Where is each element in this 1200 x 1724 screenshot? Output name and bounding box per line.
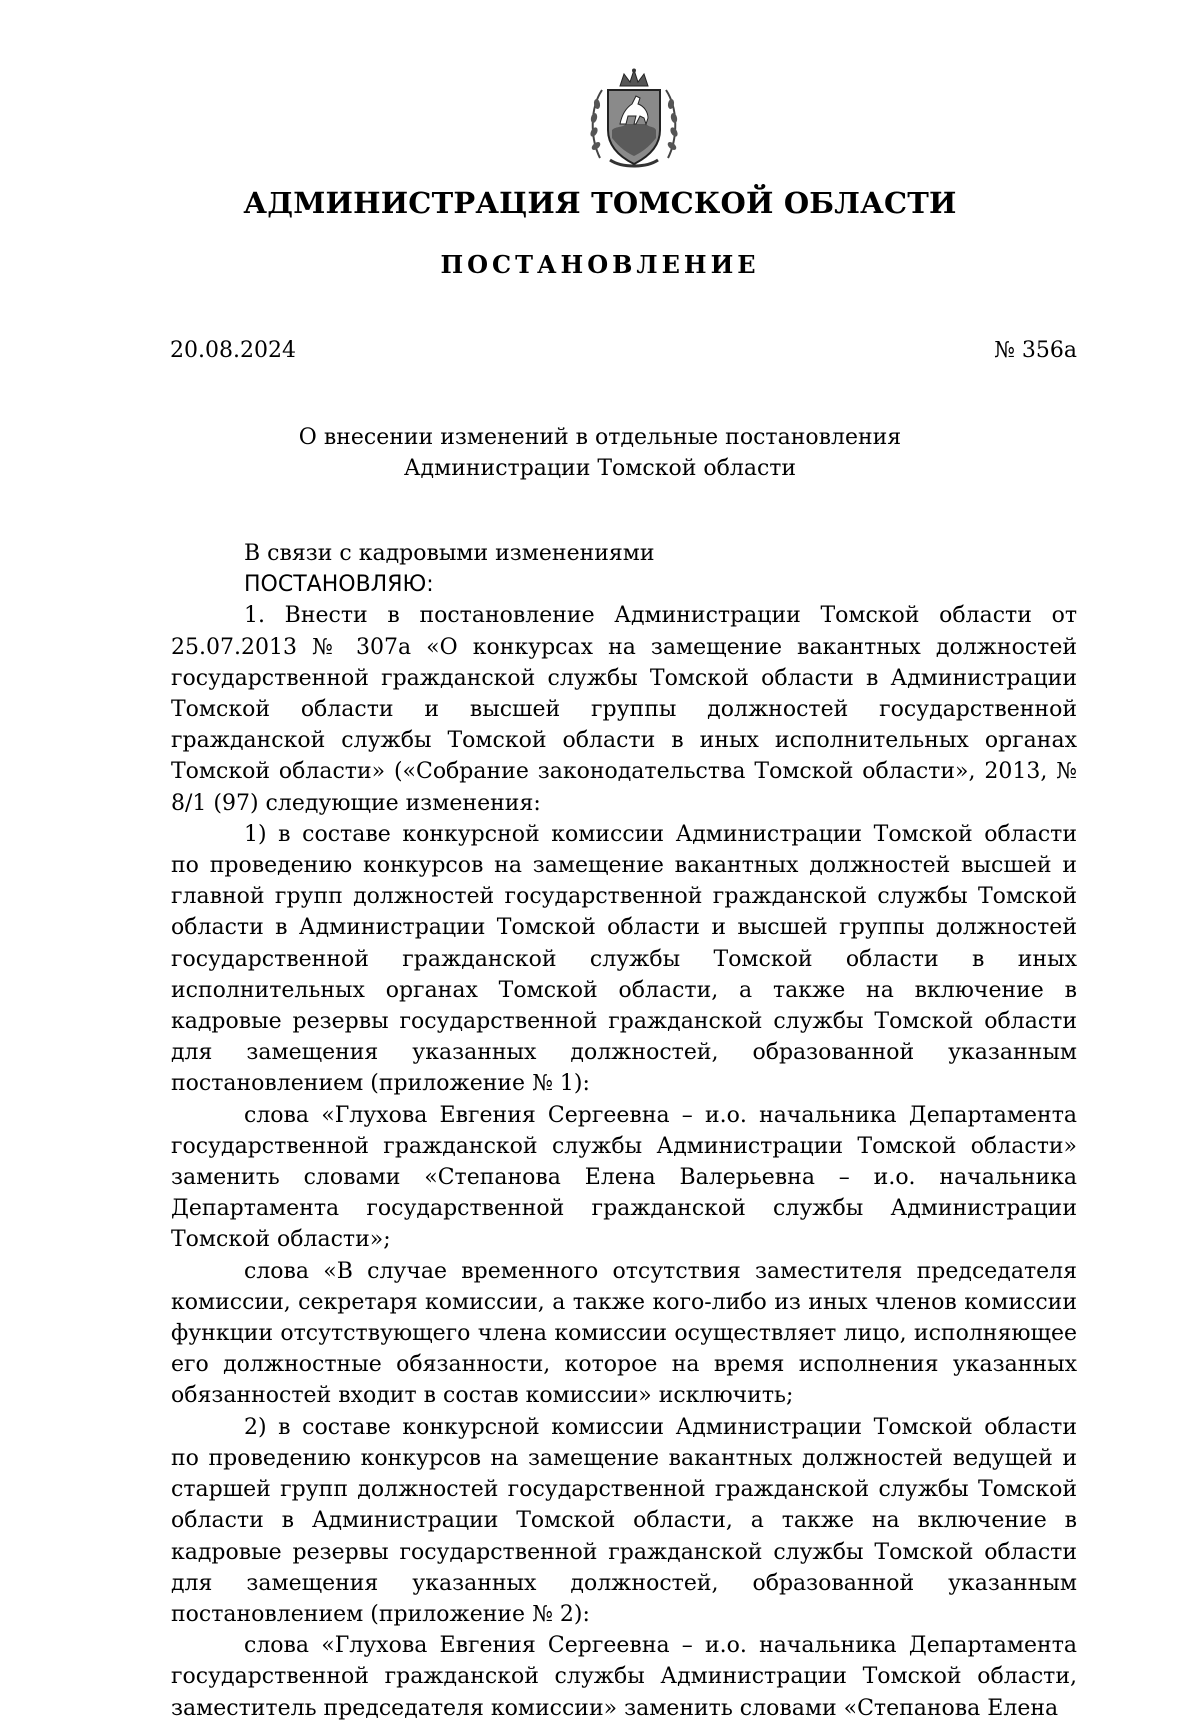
paragraph-subitem-1: 1) в составе конкурсной комиссии Администрации Томской области по проведению конкурсов на замещение вакантных должностей высшей и главной групп должностей государственной гражданской службы Томской области в Администрации Томской области и высшей группы должностей государственной гражданской службы Томской области в иных исполнительных органах Томской области, а также на включение в кадровые резервы государственной гражданской службы Томской области для замещения указанных должностей, образованной указанным постановлением (приложение № 1): bbox=[171, 821, 1077, 1097]
document-body bbox=[171, 538, 1077, 1724]
paragraph-replace-1: слова «Глухова Евгения Сергеевна – и.о. начальника Департамента государственной гражданской службы Администрации Томской области» заменить словами «Степанова Елена Валерьевна – и.о. начальника Департамента государственной гражданской службы Администрации Томской области»; bbox=[171, 1102, 1077, 1253]
document-number: № 356а bbox=[994, 338, 1077, 363]
paragraph-replace-2: слова «Глухова Евгения Сергеевна – и.о. начальника Департамента государственной гражданской службы Администрации Томской области, заместитель председателя комиссии» заменить словами «Степанова Елена bbox=[171, 1633, 1077, 1721]
document-subject bbox=[0, 422, 1200, 484]
paragraph-item-1: 1. Внести в постановление Администрации Томской области от 25.07.2013 № 307а «О конкурсах на замещение вакантных должностей государственной гражданской службы Томской области в Администрации Томской области и высшей группы должностей государственной гражданской службы Томской области в иных исполнительных органах Томской области» («Собрание законодательства Томской области», 2013, № 8/1 (97) следующие изменения: bbox=[171, 603, 1077, 816]
organization-title: АДМИНИСТРАЦИЯ ТОМСКОЙ ОБЛАСТИ bbox=[243, 186, 957, 220]
document-type-title: ПОСТАНОВЛЕНИЕ bbox=[440, 250, 760, 279]
paragraph-resolve: ПОСТАНОВЛЯЮ: bbox=[244, 572, 434, 598]
document-date: 20.08.2024 bbox=[170, 338, 296, 363]
paragraph-subitem-2: 2) в составе конкурсной комиссии Администрации Томской области по проведению конкурсов на замещение вакантных должностей ведущей и старшей групп должностей государственной гражданской службы Томской области в Администрации Томской области, а также на включение в кадровые резервы государственной гражданской службы Томской области для замещения указанных должностей, образованной указанным постановлением (приложение № 2): bbox=[171, 1414, 1077, 1627]
paragraph-preamble: В связи с кадровыми изменениями bbox=[244, 541, 655, 566]
tomsk-oblast-coat-of-arms-icon bbox=[586, 68, 682, 172]
paragraph-exclude-1: слова «В случае временного отсутствия заместителя председателя комиссии, секретаря комиссии, а также кого-либо из иных членов комиссии функции отсутствующего члена комиссии осуществляет лицо, исполняющее его должностные обязанности, которое на время исполнения указанных обязанностей входит в состав комиссии» исключить; bbox=[171, 1258, 1077, 1409]
subject-line-2: Администрации Томской области bbox=[403, 456, 797, 481]
subject-line-1: О внесении изменений в отдельные постановления bbox=[298, 425, 902, 450]
